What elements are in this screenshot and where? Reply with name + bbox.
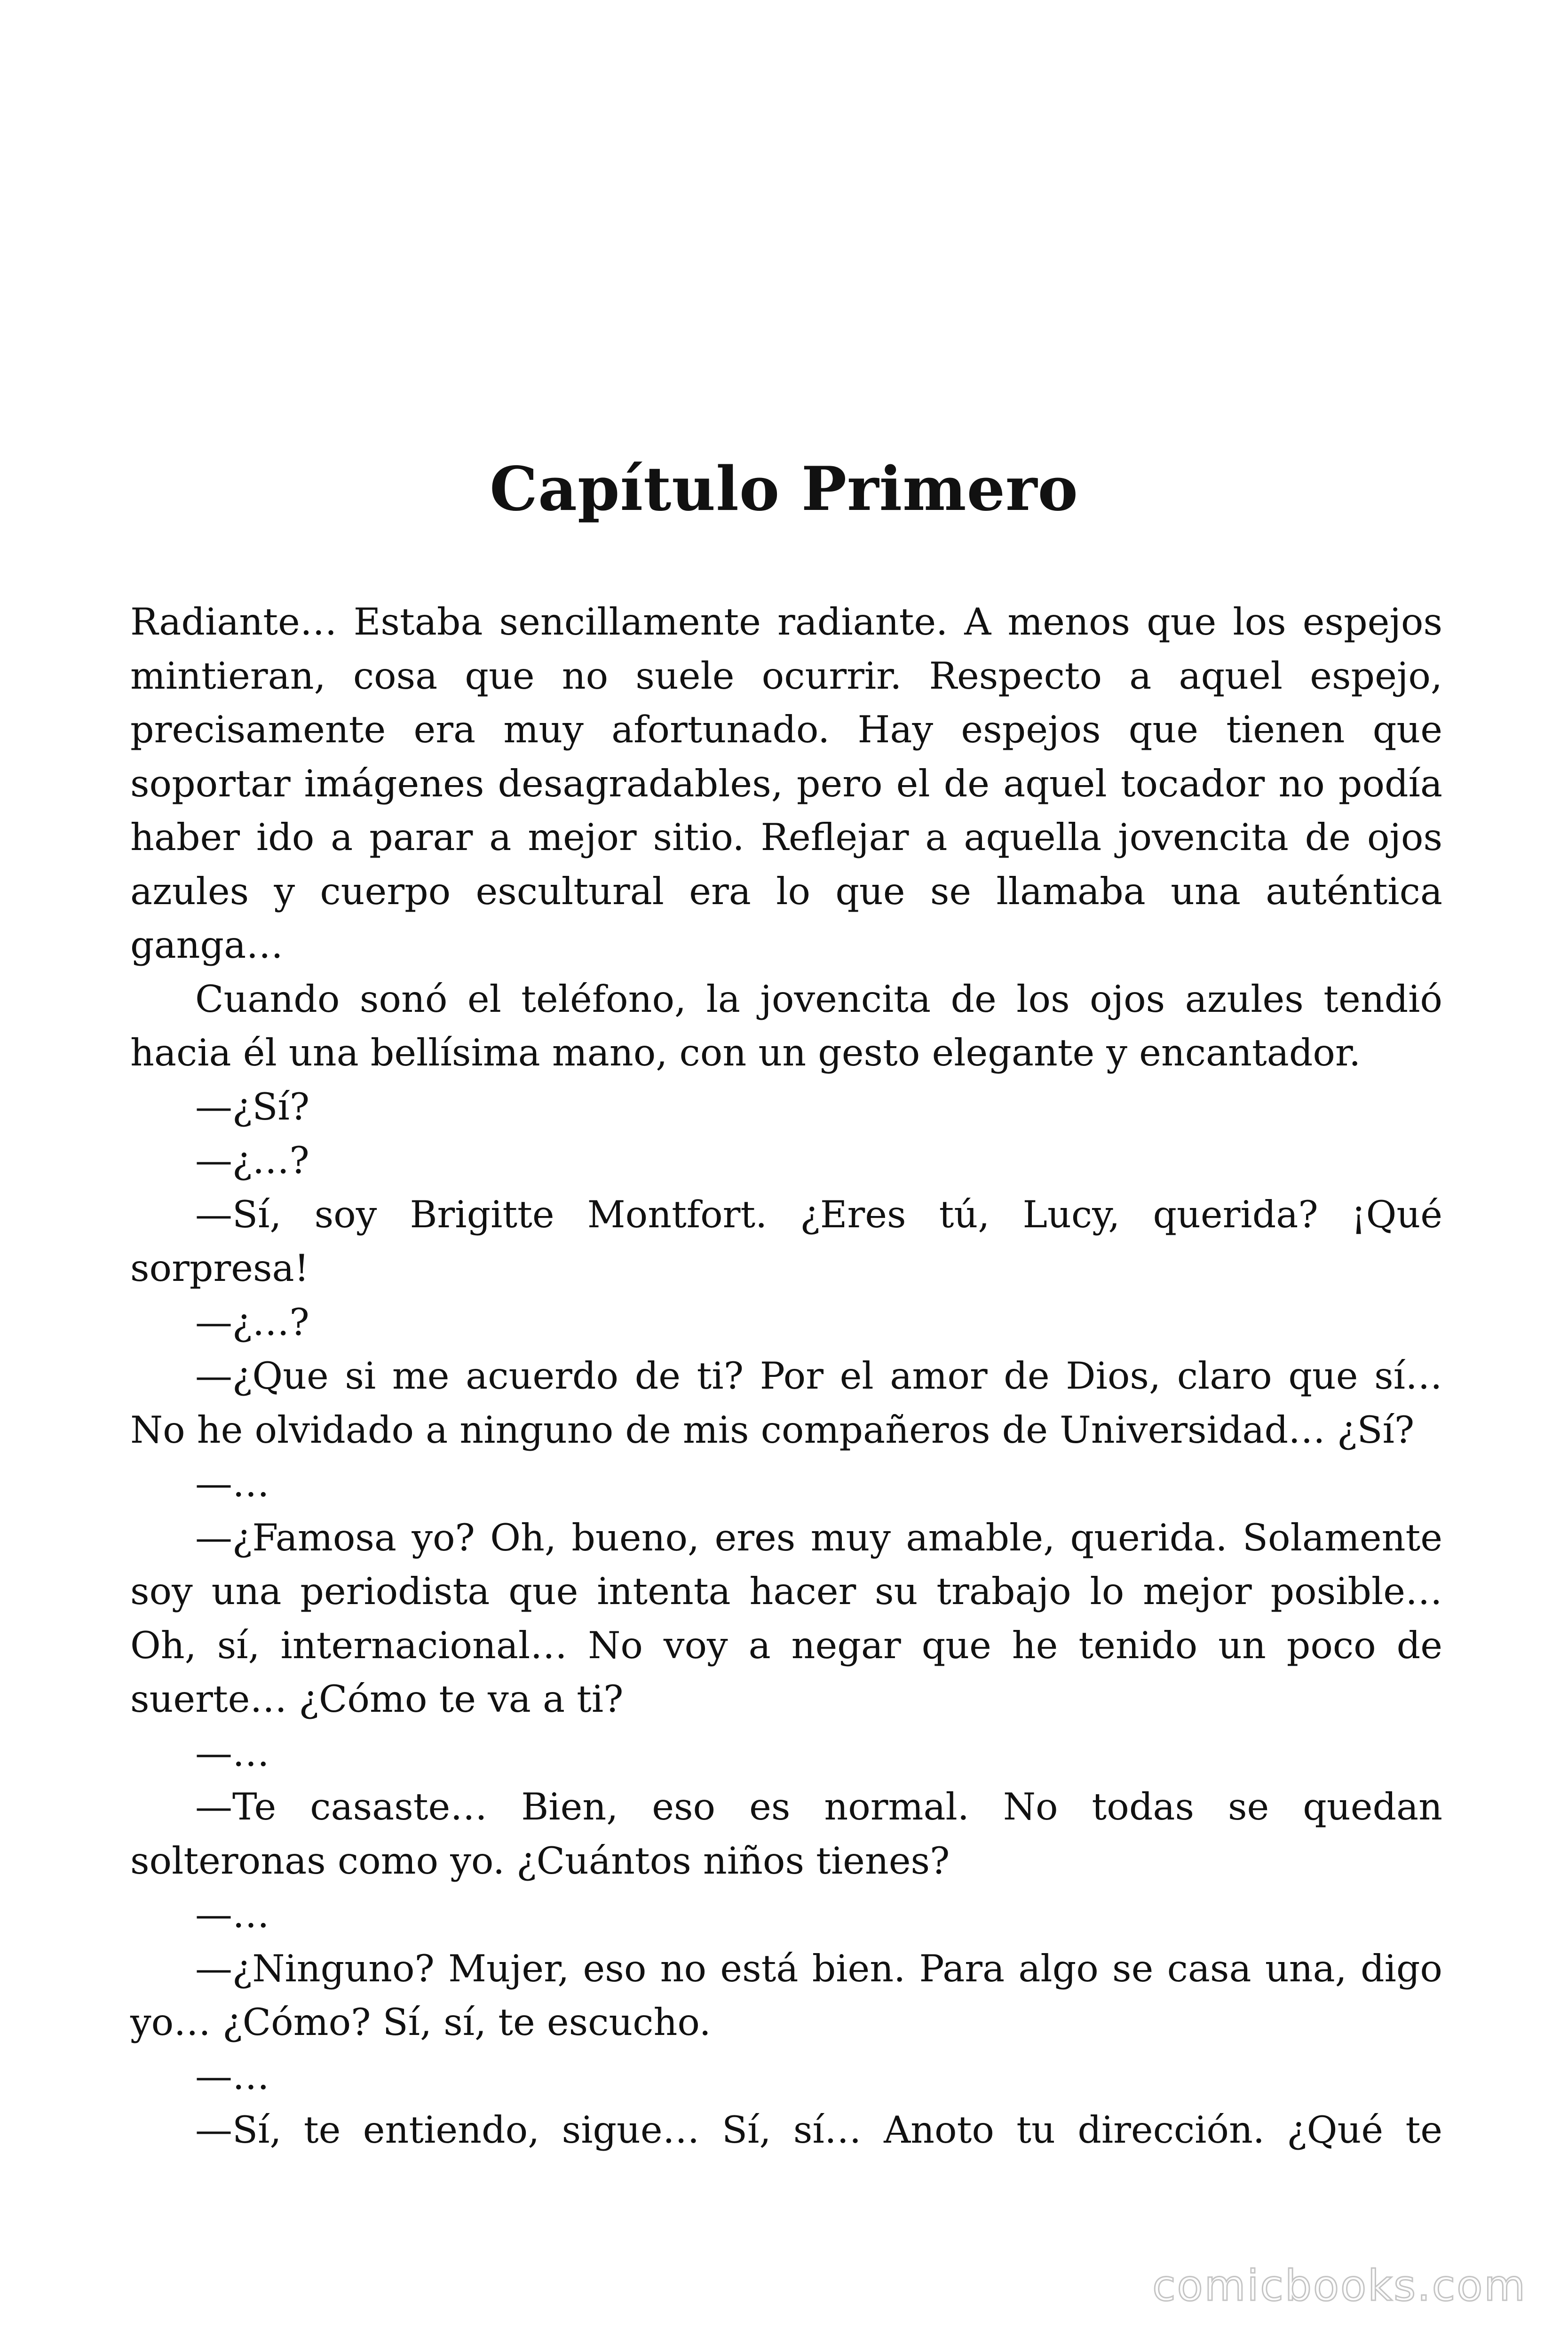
paragraph: Cuando sonó el teléfono, la jovencita de los ojos azules tendió hacia él una bellísima mano, con un gesto elegante y encantador.	[130, 977, 1442, 1074]
dialogue-line: —…	[195, 2054, 269, 2098]
paragraph: Radiante… Estaba sencillamente radiante. A menos que los espejos mintieran, cosa que no suele ocurrir. Respecto a aquel espejo, precisamente era muy afortunado. Hay espejos que tienen que soportar imágenes desagradables, pero el de aquel tocador no podía haber ido a parar a mejor sitio. Reflejar a aquella jovencita de ojos azules y cuerpo escultural era lo que se llamaba una auténtica ganga…	[130, 600, 1442, 967]
dialogue-line: —…	[195, 1731, 269, 1775]
dialogue-line: —…	[195, 1893, 269, 1936]
dialogue-line: —¿Que si me acuerdo de ti? Por el amor de Dios, claro que sí… No he olvidado a ninguno de mis compañeros de Universidad… ¿Sí?	[130, 1354, 1442, 1452]
watermark: comicbooks.com	[1152, 2261, 1527, 2311]
dialogue-line: —Te casaste… Bien, eso es normal. No todas se quedan solteronas como yo. ¿Cuántos niños tienes?	[130, 1785, 1442, 1883]
dialogue-line: —¿Famosa yo? Oh, bueno, eres muy amable, querida. Solamente soy una periodista que intenta hacer su trabajo lo mejor posible… Oh, sí, internacional… No voy a negar que he tenido un poco de suerte… ¿Cómo te va a ti?	[130, 1516, 1442, 1721]
dialogue-line: —Sí, soy Brigitte Montfort. ¿Eres tú, Lucy, querida? ¡Qué sorpresa!	[130, 1192, 1442, 1290]
chapter-title: Capítulo Primero	[490, 454, 1078, 524]
dialogue-line: —…	[195, 1462, 269, 1505]
chapter-body	[130, 595, 1442, 2157]
dialogue-line: —¿Ninguno? Mujer, eso no está bien. Para algo se casa una, digo yo… ¿Cómo? Sí, sí, te escucho.	[130, 1947, 1442, 2044]
dialogue-line: —Sí, te entiendo, sigue… Sí, sí… Anoto tu dirección. ¿Qué te	[195, 2108, 1442, 2152]
dialogue-line: —¿Sí?	[195, 1085, 310, 1128]
dialogue-line: —¿…?	[195, 1300, 309, 1344]
dialogue-line: —¿…?	[195, 1139, 309, 1182]
